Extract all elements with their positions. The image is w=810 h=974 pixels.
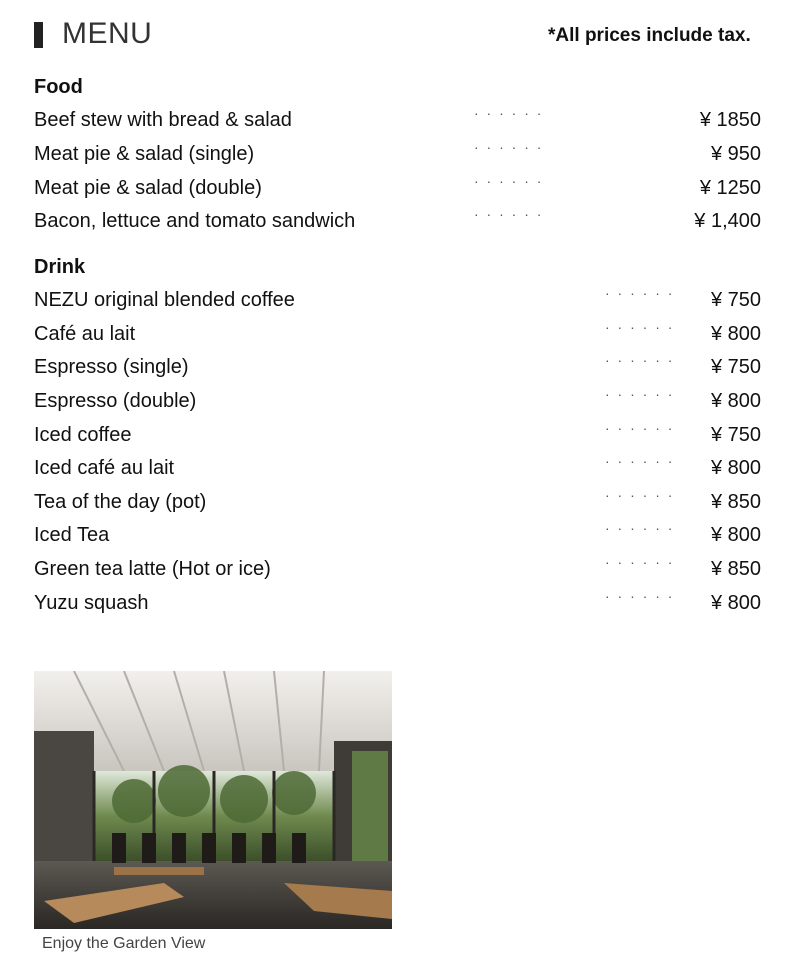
drink-item bbox=[0, 319, 810, 353]
item-name: Tea of the day (pot) bbox=[34, 491, 207, 513]
item-price: ¥ 850 bbox=[710, 558, 761, 580]
item-price: ¥ 800 bbox=[710, 592, 761, 614]
item-price: ¥ 850 bbox=[710, 491, 761, 513]
drink-item bbox=[0, 453, 810, 487]
item-price: ¥ 1250 bbox=[699, 177, 761, 199]
dot-leader: · · · · · · bbox=[474, 206, 544, 222]
item-price: ¥ 800 bbox=[710, 524, 761, 546]
header-bar-marker bbox=[34, 22, 43, 48]
dot-leader: · · · · · · bbox=[605, 554, 675, 570]
tax-note: *All prices include tax. bbox=[548, 25, 751, 46]
dot-leader: · · · · · · bbox=[474, 105, 544, 121]
dot-leader: · · · · · · bbox=[605, 386, 675, 402]
page-title: MENU bbox=[62, 17, 153, 50]
item-price: ¥ 800 bbox=[710, 323, 761, 345]
item-name: Iced coffee bbox=[34, 424, 132, 446]
drink-item bbox=[0, 420, 810, 454]
food-item bbox=[0, 139, 810, 173]
drink-section-title: Drink bbox=[34, 256, 86, 278]
drink-item bbox=[0, 554, 810, 588]
item-name: Meat pie & salad (double) bbox=[34, 177, 262, 199]
item-name: NEZU original blended coffee bbox=[34, 289, 295, 311]
item-name: Espresso (double) bbox=[34, 390, 197, 412]
item-name: Yuzu squash bbox=[34, 592, 149, 614]
item-name: Green tea latte (Hot or ice) bbox=[34, 558, 271, 580]
item-name: Iced café au lait bbox=[34, 457, 175, 479]
dot-leader: · · · · · · bbox=[605, 420, 675, 436]
item-price: ¥ 1,400 bbox=[694, 210, 761, 232]
dot-leader: · · · · · · bbox=[605, 588, 675, 604]
food-item bbox=[0, 206, 810, 240]
drink-item bbox=[0, 352, 810, 386]
photo-caption: Enjoy the Garden View bbox=[42, 935, 206, 952]
food-section-title: Food bbox=[34, 76, 83, 98]
dot-leader: · · · · · · bbox=[605, 453, 675, 469]
item-name: Café au lait bbox=[34, 323, 136, 345]
dot-leader: · · · · · · bbox=[474, 139, 544, 155]
item-price: ¥ 750 bbox=[710, 356, 761, 378]
item-price: ¥ 800 bbox=[710, 457, 761, 479]
cafe-interior-photo bbox=[34, 671, 392, 929]
drink-item bbox=[0, 487, 810, 521]
drink-item bbox=[0, 588, 810, 622]
item-name: Espresso (single) bbox=[34, 356, 189, 378]
item-name: Iced Tea bbox=[34, 524, 110, 546]
food-item bbox=[0, 105, 810, 139]
dot-leader: · · · · · · bbox=[605, 352, 675, 368]
dot-leader: · · · · · · bbox=[605, 319, 675, 335]
drink-item bbox=[0, 386, 810, 420]
item-price: ¥ 800 bbox=[710, 390, 761, 412]
item-name: Beef stew with bread & salad bbox=[34, 109, 292, 131]
dot-leader: · · · · · · bbox=[474, 173, 544, 189]
item-name: Bacon, lettuce and tomato sandwich bbox=[34, 210, 356, 232]
drink-item bbox=[0, 285, 810, 319]
item-price: ¥ 750 bbox=[710, 289, 761, 311]
item-price: ¥ 750 bbox=[710, 424, 761, 446]
dot-leader: · · · · · · bbox=[605, 285, 675, 301]
item-price: ¥ 950 bbox=[710, 143, 761, 165]
item-price: ¥ 1850 bbox=[699, 109, 761, 131]
dot-leader: · · · · · · bbox=[605, 487, 675, 503]
dot-leader: · · · · · · bbox=[605, 520, 675, 536]
item-name: Meat pie & salad (single) bbox=[34, 143, 255, 165]
drink-item bbox=[0, 520, 810, 554]
food-item bbox=[0, 173, 810, 207]
